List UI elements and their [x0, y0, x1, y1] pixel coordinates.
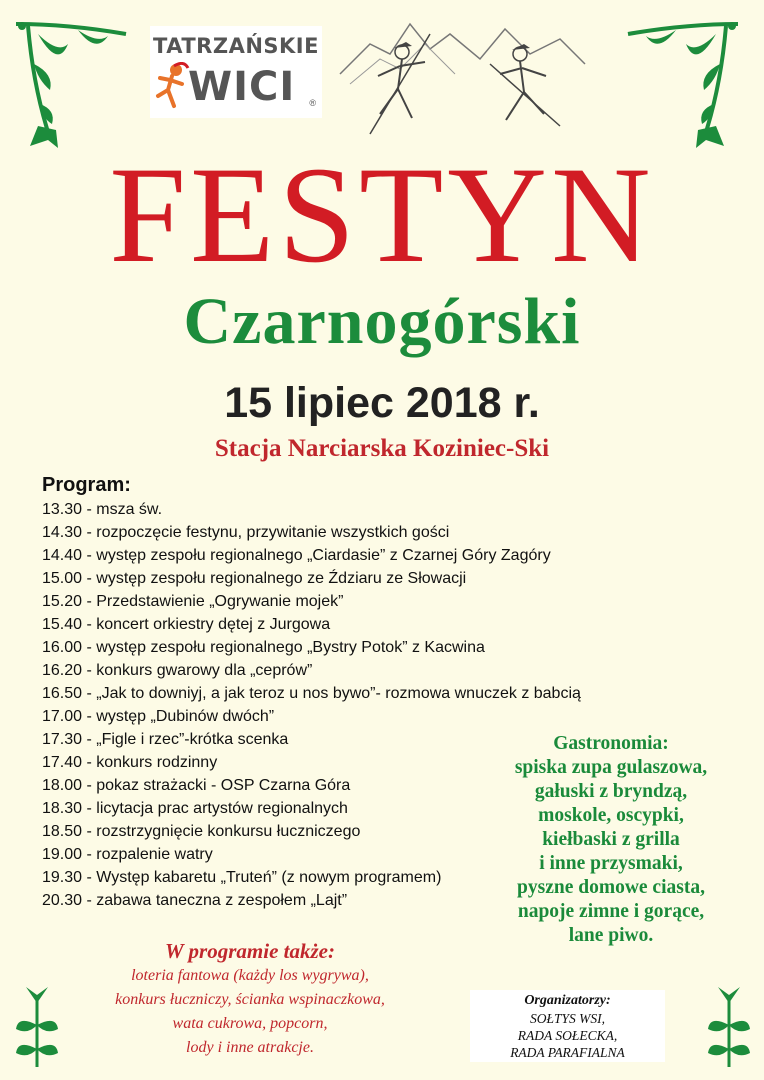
gastronomy-item: spiska zupa gulaszowa, [514, 757, 708, 778]
program-item: 16.20 - konkurs gwarowy dla „ceprów” [42, 662, 313, 679]
folk-ornament-bottom-left [12, 985, 62, 1070]
also-in-program-title: W programie także: [165, 939, 335, 963]
program-item: 19.30 - Występ kabaretu „Truteń” (z nowym programem) [42, 869, 442, 886]
program-item: 15.00 - występ zespołu regionalnego ze Ździaru ze Słowacji [42, 570, 467, 587]
gastronomy-item: gałuski z bryndzą, [534, 781, 688, 802]
gastronomy-block [478, 732, 744, 948]
program-item: 16.00 - występ zespołu regionalnego „Bystry Potok” z Kacwina [42, 639, 485, 656]
gastronomy-item: i inne przysmaki, [539, 853, 683, 874]
folk-ornament-top-left [8, 14, 138, 149]
folk-ornament-top-right [616, 14, 746, 149]
running-mascot-icon [154, 62, 190, 110]
poster-title: FESTYN [109, 138, 655, 291]
program-item: 14.30 - rozpoczęcie festynu, przywitanie wszystkich gości [42, 524, 450, 541]
program-heading: Program: [42, 474, 131, 496]
program-item: 18.30 - licytacja prac artystów regionalnych [42, 800, 348, 817]
also-in-program-block [60, 938, 440, 1060]
logo-registered-mark: ® [309, 98, 316, 108]
event-venue: Stacja Narciarska Koziniec-Ski [214, 435, 550, 462]
program-item: 16.50 - „Jak to downiyj, a jak teroz u nos bywo”- rozmowa wnuczek z babcią [42, 685, 581, 702]
organizer-line: RADA PARAFIALNA [510, 1045, 625, 1060]
program-item: 20.30 - zabawa taneczna z zespołem „Lajt” [42, 892, 348, 909]
poster-subtitle: Czarnogórski [183, 285, 581, 358]
gastronomy-item: napoje zimne i gorące, [517, 901, 705, 922]
program-item: 13.30 - msza św. [42, 501, 163, 518]
gastronomy-item: pyszne domowe ciasta, [517, 877, 705, 898]
program-item: 19.00 - rozpalenie watry [42, 846, 213, 863]
program-item: 18.50 - rozstrzygnięcie konkursu łuczniczego [42, 823, 361, 840]
also-in-program-line: wata cukrowa, popcorn, [172, 1015, 328, 1032]
also-in-program-line: lody i inne atrakcje. [186, 1039, 314, 1056]
gastronomy-item: lane piwo. [568, 925, 654, 946]
program-item: 18.00 - pokaz strażacki - OSP Czarna Góra [42, 777, 351, 794]
gastronomy-item: kiełbaski z grilla [542, 829, 680, 850]
organizers-title: Organizatorzy: [524, 993, 611, 1008]
also-in-program-line: loteria fantowa (każdy los wygrywa), [131, 967, 369, 984]
also-in-program-line: konkurs łuczniczy, ścianka wspinaczkowa, [115, 991, 385, 1008]
program-item: 17.40 - konkurs rodzinny [42, 754, 218, 771]
highlander-dancers-illustration [330, 14, 590, 140]
event-date: 15 lipiec 2018 r. [224, 379, 540, 427]
folk-ornament-bottom-right [704, 985, 754, 1070]
organizers-box [470, 990, 665, 1062]
program-item: 15.40 - koncert orkiestry dętej z Jurgowa [42, 616, 331, 633]
program-item: 17.30 - „Figle i rzec”-krótka scenka [42, 731, 289, 748]
program-item: 17.00 - występ „Dubinów dwóch” [42, 708, 275, 725]
logo-line-1: TATRZAŃSKIE [153, 34, 319, 58]
program-item: 14.40 - występ zespołu regionalnego „Ciardasie” z Czarnej Góry Zagóry [42, 547, 551, 564]
organizer-line: RADA SOŁECKA, [517, 1028, 618, 1043]
logo-line-2: WICI [188, 64, 296, 110]
program-item: 15.20 - Przedstawienie „Ogrywanie mojek” [42, 593, 344, 610]
tatrzanskie-wici-logo [150, 26, 322, 118]
gastronomy-item: moskole, oscypki, [538, 805, 684, 826]
organizer-line: SOŁTYS WSI, [529, 1011, 605, 1026]
gastronomy-title: Gastronomia: [553, 733, 669, 754]
